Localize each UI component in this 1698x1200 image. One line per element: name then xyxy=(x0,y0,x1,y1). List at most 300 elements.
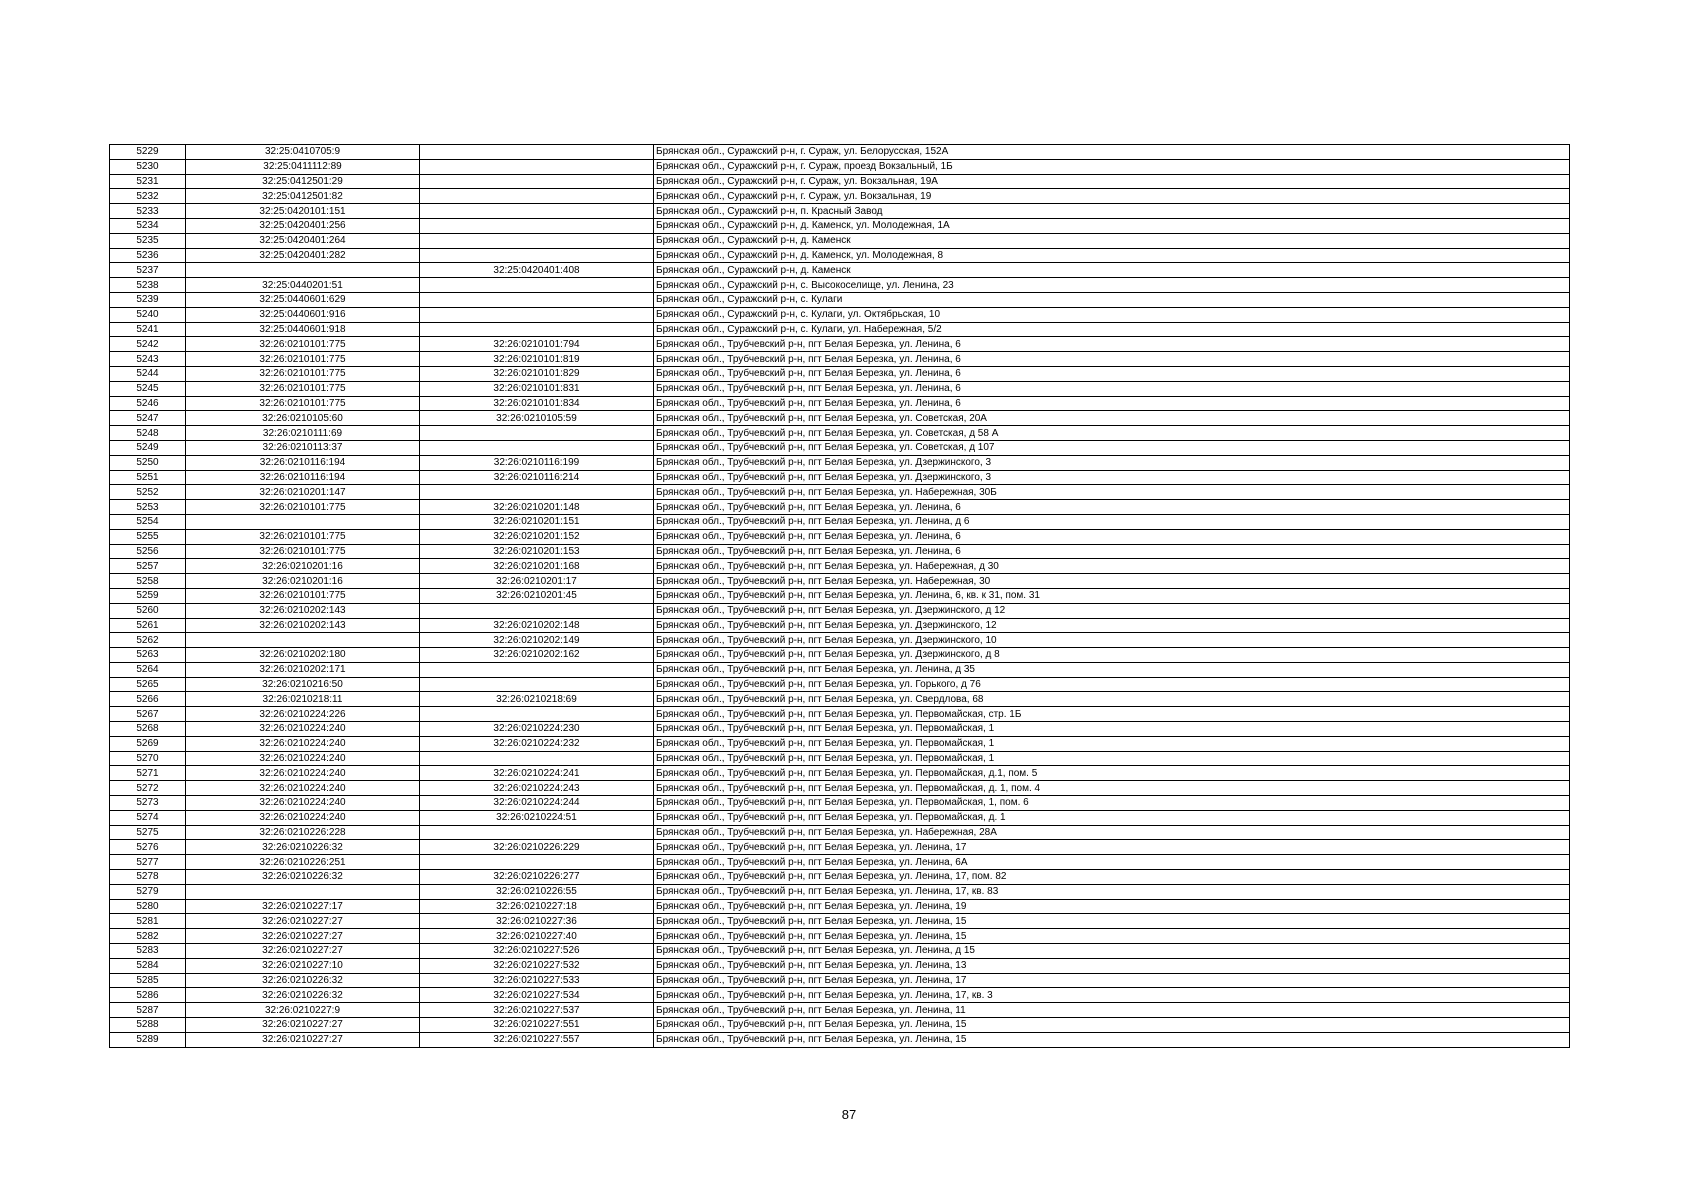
table-row xyxy=(110,677,1570,692)
object-number-cell xyxy=(420,677,654,692)
address-cell: Брянская обл., Трубчевский р-н, пгт Белая Березка, ул. Свердлова, 68 xyxy=(654,692,1570,707)
cadastral-number-cell: 32:26:0210201:147 xyxy=(186,485,420,500)
address-cell: Брянская обл., Трубчевский р-н, пгт Белая Березка, ул. Ленина, 6 xyxy=(654,381,1570,396)
cadastral-number-cell: 32:26:0210224:240 xyxy=(186,796,420,811)
object-number-cell: 32:26:0210227:557 xyxy=(420,1032,654,1047)
row-number-cell: 5262 xyxy=(110,633,186,648)
address-cell: Брянская обл., Трубчевский р-н, пгт Белая Березка, ул. Первомайская, 1 xyxy=(654,736,1570,751)
row-number-cell: 5264 xyxy=(110,662,186,677)
table-row xyxy=(110,796,1570,811)
cadastral-number-cell: 32:26:0210224:240 xyxy=(186,781,420,796)
object-number-cell: 32:26:0210201:45 xyxy=(420,588,654,603)
object-number-cell xyxy=(420,174,654,189)
object-number-cell xyxy=(420,440,654,455)
table-row xyxy=(110,958,1570,973)
row-number-cell: 5266 xyxy=(110,692,186,707)
row-number-cell: 5279 xyxy=(110,884,186,899)
row-number-cell: 5229 xyxy=(110,145,186,160)
address-cell: Брянская обл., Трубчевский р-н, пгт Белая Березка, ул. Первомайская, д.1, пом. 5 xyxy=(654,766,1570,781)
table-row xyxy=(110,1003,1570,1018)
table-row xyxy=(110,588,1570,603)
row-number-cell: 5282 xyxy=(110,929,186,944)
table-row xyxy=(110,204,1570,219)
table-row xyxy=(110,722,1570,737)
object-number-cell: 32:26:0210201:153 xyxy=(420,544,654,559)
row-number-cell: 5272 xyxy=(110,781,186,796)
object-number-cell: 32:26:0210224:230 xyxy=(420,722,654,737)
row-number-cell: 5232 xyxy=(110,189,186,204)
object-number-cell xyxy=(420,145,654,160)
table-row xyxy=(110,973,1570,988)
address-cell: Брянская обл., Трубчевский р-н, пгт Белая Березка, ул. Дзержинского, 10 xyxy=(654,633,1570,648)
object-number-cell: 32:26:0210227:533 xyxy=(420,973,654,988)
cadastral-number-cell: 32:25:0412501:29 xyxy=(186,174,420,189)
address-cell: Брянская обл., Трубчевский р-н, пгт Белая Березка, ул. Дзержинского, 3 xyxy=(654,455,1570,470)
object-number-cell xyxy=(420,426,654,441)
table-row xyxy=(110,914,1570,929)
table-row xyxy=(110,633,1570,648)
address-cell: Брянская обл., Трубчевский р-н, пгт Белая Березка, ул. Ленина, д 6 xyxy=(654,514,1570,529)
row-number-cell: 5238 xyxy=(110,278,186,293)
object-number-cell: 32:26:0210226:229 xyxy=(420,840,654,855)
table-row xyxy=(110,736,1570,751)
table-row xyxy=(110,662,1570,677)
table-row xyxy=(110,766,1570,781)
cadastral-number-cell: 32:26:0210111:69 xyxy=(186,426,420,441)
row-number-cell: 5271 xyxy=(110,766,186,781)
row-number-cell: 5270 xyxy=(110,751,186,766)
object-number-cell: 32:26:0210202:162 xyxy=(420,648,654,663)
row-number-cell: 5284 xyxy=(110,958,186,973)
cadastral-number-cell: 32:26:0210101:775 xyxy=(186,544,420,559)
object-number-cell: 32:26:0210116:214 xyxy=(420,470,654,485)
row-number-cell: 5231 xyxy=(110,174,186,189)
table-row xyxy=(110,1018,1570,1033)
table-row xyxy=(110,145,1570,160)
address-cell: Брянская обл., Суражский р-н, п. Красный Завод xyxy=(654,204,1570,219)
address-cell: Брянская обл., Трубчевский р-н, пгт Белая Березка, ул. Первомайская, 1, пом. 6 xyxy=(654,796,1570,811)
address-cell: Брянская обл., Трубчевский р-н, пгт Белая Березка, ул. Ленина, 17, кв. 83 xyxy=(654,884,1570,899)
address-cell: Брянская обл., Трубчевский р-н, пгт Белая Березка, ул. Ленина, 19 xyxy=(654,899,1570,914)
row-number-cell: 5253 xyxy=(110,500,186,515)
row-number-cell: 5281 xyxy=(110,914,186,929)
cadastral-number-cell: 32:26:0210101:775 xyxy=(186,337,420,352)
address-cell: Брянская обл., Трубчевский р-н, пгт Белая Березка, ул. Ленина, 6 xyxy=(654,529,1570,544)
table-row xyxy=(110,470,1570,485)
row-number-cell: 5286 xyxy=(110,988,186,1003)
address-cell: Брянская обл., Трубчевский р-н, пгт Белая Березка, ул. Первомайская, стр. 1Б xyxy=(654,707,1570,722)
object-number-cell: 32:26:0210227:532 xyxy=(420,958,654,973)
table-row xyxy=(110,218,1570,233)
cadastral-number-cell: 32:26:0210202:143 xyxy=(186,603,420,618)
object-number-cell: 32:26:0210227:40 xyxy=(420,929,654,944)
object-number-cell xyxy=(420,233,654,248)
table-row xyxy=(110,396,1570,411)
row-number-cell: 5280 xyxy=(110,899,186,914)
object-number-cell: 32:26:0210224:244 xyxy=(420,796,654,811)
address-cell: Брянская обл., Трубчевский р-н, пгт Белая Березка, ул. Ленина, 6 xyxy=(654,544,1570,559)
object-number-cell xyxy=(420,307,654,322)
cadastral-number-cell: 32:26:0210101:775 xyxy=(186,500,420,515)
object-number-cell: 32:26:0210227:526 xyxy=(420,944,654,959)
address-cell: Брянская обл., Суражский р-н, д. Каменск, ул. Молодежная, 8 xyxy=(654,248,1570,263)
table-row xyxy=(110,174,1570,189)
cadastral-number-cell: 32:26:0210227:27 xyxy=(186,914,420,929)
object-number-cell xyxy=(420,218,654,233)
cadastral-number-cell: 32:26:0210224:226 xyxy=(186,707,420,722)
object-number-cell: 32:26:0210227:18 xyxy=(420,899,654,914)
table-row xyxy=(110,870,1570,885)
table-row xyxy=(110,263,1570,278)
cadastral-number-cell: 32:25:0420401:264 xyxy=(186,233,420,248)
cadastral-number-cell xyxy=(186,514,420,529)
object-number-cell: 32:26:0210101:829 xyxy=(420,366,654,381)
address-cell: Брянская обл., Трубчевский р-н, пгт Белая Березка, ул. Набережная, д 30 xyxy=(654,559,1570,574)
object-number-cell: 32:26:0210202:148 xyxy=(420,618,654,633)
object-number-cell: 32:26:0210227:537 xyxy=(420,1003,654,1018)
row-number-cell: 5261 xyxy=(110,618,186,633)
cadastral-number-cell: 32:25:0411112:89 xyxy=(186,159,420,174)
cadastral-number-cell: 32:26:0210226:32 xyxy=(186,870,420,885)
cadastral-number-cell: 32:25:0410705:9 xyxy=(186,145,420,160)
object-number-cell: 32:25:0420401:408 xyxy=(420,263,654,278)
table-row xyxy=(110,692,1570,707)
table-row xyxy=(110,988,1570,1003)
row-number-cell: 5289 xyxy=(110,1032,186,1047)
object-number-cell: 32:26:0210201:152 xyxy=(420,529,654,544)
row-number-cell: 5240 xyxy=(110,307,186,322)
row-number-cell: 5241 xyxy=(110,322,186,337)
table-row xyxy=(110,500,1570,515)
address-cell: Брянская обл., Трубчевский р-н, пгт Белая Березка, ул. Первомайская, 1 xyxy=(654,751,1570,766)
cadastral-number-cell: 32:25:0440601:918 xyxy=(186,322,420,337)
cadastral-number-cell: 32:26:0210201:16 xyxy=(186,574,420,589)
address-cell: Брянская обл., Суражский р-н, с. Кулаги, ул. Набережная, 5/2 xyxy=(654,322,1570,337)
row-number-cell: 5254 xyxy=(110,514,186,529)
row-number-cell: 5243 xyxy=(110,352,186,367)
cadastral-number-cell: 32:25:0420101:151 xyxy=(186,204,420,219)
table-row xyxy=(110,278,1570,293)
table-row xyxy=(110,855,1570,870)
cadastral-number-cell: 32:26:0210101:775 xyxy=(186,588,420,603)
cadastral-number-cell: 32:25:0440601:629 xyxy=(186,292,420,307)
table-row xyxy=(110,248,1570,263)
row-number-cell: 5248 xyxy=(110,426,186,441)
row-number-cell: 5252 xyxy=(110,485,186,500)
row-number-cell: 5234 xyxy=(110,218,186,233)
object-number-cell: 32:26:0210201:148 xyxy=(420,500,654,515)
cadastral-table xyxy=(109,144,1570,1048)
table-row xyxy=(110,648,1570,663)
object-number-cell: 32:26:0210101:831 xyxy=(420,381,654,396)
row-number-cell: 5245 xyxy=(110,381,186,396)
row-number-cell: 5265 xyxy=(110,677,186,692)
row-number-cell: 5269 xyxy=(110,736,186,751)
table-row xyxy=(110,574,1570,589)
row-number-cell: 5267 xyxy=(110,707,186,722)
object-number-cell xyxy=(420,189,654,204)
address-cell: Брянская обл., Трубчевский р-н, пгт Белая Березка, ул. Ленина, 13 xyxy=(654,958,1570,973)
cadastral-number-cell: 32:25:0420401:256 xyxy=(186,218,420,233)
object-number-cell: 32:26:0210227:36 xyxy=(420,914,654,929)
cadastral-number-cell: 32:26:0210202:180 xyxy=(186,648,420,663)
cadastral-number-cell: 32:26:0210116:194 xyxy=(186,455,420,470)
object-number-cell: 32:26:0210101:794 xyxy=(420,337,654,352)
cadastral-number-cell: 32:26:0210113:37 xyxy=(186,440,420,455)
cadastral-number-cell: 32:26:0210101:775 xyxy=(186,381,420,396)
cadastral-number-cell: 32:26:0210116:194 xyxy=(186,470,420,485)
row-number-cell: 5259 xyxy=(110,588,186,603)
address-cell: Брянская обл., Трубчевский р-н, пгт Белая Березка, ул. Ленина, д 15 xyxy=(654,944,1570,959)
address-cell: Брянская обл., Трубчевский р-н, пгт Белая Березка, ул. Первомайская, д. 1, пом. 4 xyxy=(654,781,1570,796)
row-number-cell: 5246 xyxy=(110,396,186,411)
object-number-cell xyxy=(420,751,654,766)
cadastral-number-cell: 32:26:0210224:240 xyxy=(186,810,420,825)
object-number-cell xyxy=(420,292,654,307)
table-row xyxy=(110,233,1570,248)
row-number-cell: 5263 xyxy=(110,648,186,663)
object-number-cell xyxy=(420,278,654,293)
address-cell: Брянская обл., Трубчевский р-н, пгт Белая Березка, ул. Первомайская, д. 1 xyxy=(654,810,1570,825)
object-number-cell: 32:26:0210227:551 xyxy=(420,1018,654,1033)
object-number-cell xyxy=(420,603,654,618)
address-cell: Брянская обл., Трубчевский р-н, пгт Белая Березка, ул. Ленина, 6 xyxy=(654,366,1570,381)
address-cell: Брянская обл., Трубчевский р-н, пгт Белая Березка, ул. Ленина, 17, пом. 82 xyxy=(654,870,1570,885)
address-cell: Брянская обл., Трубчевский р-н, пгт Белая Березка, ул. Ленина, 6А xyxy=(654,855,1570,870)
cadastral-number-cell: 32:26:0210226:32 xyxy=(186,988,420,1003)
cadastral-number-cell: 32:26:0210224:240 xyxy=(186,766,420,781)
address-cell: Брянская обл., Трубчевский р-н, пгт Белая Березка, ул. Ленина, 15 xyxy=(654,1032,1570,1047)
address-cell: Брянская обл., Суражский р-н, с. Высокоселище, ул. Ленина, 23 xyxy=(654,278,1570,293)
address-cell: Брянская обл., Трубчевский р-н, пгт Белая Березка, ул. Советская, д 58 А xyxy=(654,426,1570,441)
table-row xyxy=(110,899,1570,914)
table-row xyxy=(110,618,1570,633)
table-row xyxy=(110,751,1570,766)
table-row xyxy=(110,426,1570,441)
cadastral-number-cell: 32:26:0210226:251 xyxy=(186,855,420,870)
address-cell: Брянская обл., Суражский р-н, г. Сураж, проезд Вокзальный, 1Б xyxy=(654,159,1570,174)
row-number-cell: 5250 xyxy=(110,455,186,470)
address-cell: Брянская обл., Трубчевский р-н, пгт Белая Березка, ул. Ленина, 6 xyxy=(654,337,1570,352)
object-number-cell: 32:26:0210101:819 xyxy=(420,352,654,367)
cadastral-number-cell: 32:26:0210224:240 xyxy=(186,722,420,737)
row-number-cell: 5268 xyxy=(110,722,186,737)
address-cell: Брянская обл., Трубчевский р-н, пгт Белая Березка, ул. Ленина, д 35 xyxy=(654,662,1570,677)
object-number-cell: 32:26:0210105:59 xyxy=(420,411,654,426)
table-row xyxy=(110,929,1570,944)
cadastral-number-cell: 32:25:0420401:282 xyxy=(186,248,420,263)
table-body xyxy=(110,145,1570,1048)
address-cell: Брянская обл., Трубчевский р-н, пгт Белая Березка, ул. Набережная, 30Б xyxy=(654,485,1570,500)
cadastral-number-cell: 32:26:0210101:775 xyxy=(186,396,420,411)
table-row xyxy=(110,1032,1570,1047)
object-number-cell: 32:26:0210201:168 xyxy=(420,559,654,574)
row-number-cell: 5256 xyxy=(110,544,186,559)
row-number-cell: 5247 xyxy=(110,411,186,426)
table-row xyxy=(110,781,1570,796)
address-cell: Брянская обл., Трубчевский р-н, пгт Белая Березка, ул. Ленина, 6, кв. к 31, пом. 31 xyxy=(654,588,1570,603)
page-number: 87 xyxy=(841,1107,857,1122)
table-row xyxy=(110,603,1570,618)
object-number-cell xyxy=(420,662,654,677)
row-number-cell: 5251 xyxy=(110,470,186,485)
address-cell: Брянская обл., Трубчевский р-н, пгт Белая Березка, ул. Ленина, 15 xyxy=(654,929,1570,944)
table-row xyxy=(110,307,1570,322)
table-row xyxy=(110,366,1570,381)
row-number-cell: 5278 xyxy=(110,870,186,885)
object-number-cell: 32:26:0210101:834 xyxy=(420,396,654,411)
row-number-cell: 5239 xyxy=(110,292,186,307)
object-number-cell: 32:26:0210218:69 xyxy=(420,692,654,707)
address-cell: Брянская обл., Трубчевский р-н, пгт Белая Березка, ул. Дзержинского, д 12 xyxy=(654,603,1570,618)
table-row xyxy=(110,381,1570,396)
cadastral-number-cell: 32:26:0210224:240 xyxy=(186,736,420,751)
row-number-cell: 5273 xyxy=(110,796,186,811)
table-row xyxy=(110,159,1570,174)
address-cell: Брянская обл., Суражский р-н, г. Сураж, ул. Вокзальная, 19 xyxy=(654,189,1570,204)
object-number-cell xyxy=(420,322,654,337)
address-cell: Брянская обл., Суражский р-н, д. Каменск, ул. Молодежная, 1А xyxy=(654,218,1570,233)
address-cell: Брянская обл., Трубчевский р-н, пгт Белая Березка, ул. Ленина, 15 xyxy=(654,1018,1570,1033)
row-number-cell: 5257 xyxy=(110,559,186,574)
object-number-cell xyxy=(420,248,654,263)
cadastral-number-cell: 32:26:0210105:60 xyxy=(186,411,420,426)
address-cell: Брянская обл., Трубчевский р-н, пгт Белая Березка, ул. Набережная, 28А xyxy=(654,825,1570,840)
address-cell: Брянская обл., Трубчевский р-н, пгт Белая Березка, ул. Ленина, 6 xyxy=(654,500,1570,515)
table-row xyxy=(110,944,1570,959)
address-cell: Брянская обл., Трубчевский р-н, пгт Белая Березка, ул. Ленина, 17, кв. 3 xyxy=(654,988,1570,1003)
cadastral-number-cell xyxy=(186,633,420,648)
cadastral-number-cell: 32:26:0210202:171 xyxy=(186,662,420,677)
cadastral-number-cell xyxy=(186,884,420,899)
object-number-cell: 32:26:0210224:232 xyxy=(420,736,654,751)
address-cell: Брянская обл., Трубчевский р-н, пгт Белая Березка, ул. Ленина, 11 xyxy=(654,1003,1570,1018)
table-row xyxy=(110,707,1570,722)
cadastral-number-cell: 32:26:0210101:775 xyxy=(186,366,420,381)
row-number-cell: 5255 xyxy=(110,529,186,544)
cadastral-number-cell: 32:26:0210216:50 xyxy=(186,677,420,692)
object-number-cell: 32:26:0210202:149 xyxy=(420,633,654,648)
table-row xyxy=(110,189,1570,204)
object-number-cell: 32:26:0210227:534 xyxy=(420,988,654,1003)
object-number-cell: 32:26:0210201:151 xyxy=(420,514,654,529)
cadastral-number-cell: 32:26:0210227:17 xyxy=(186,899,420,914)
row-number-cell: 5277 xyxy=(110,855,186,870)
row-number-cell: 5274 xyxy=(110,810,186,825)
cadastral-number-cell: 32:26:0210227:27 xyxy=(186,944,420,959)
row-number-cell: 5287 xyxy=(110,1003,186,1018)
address-cell: Брянская обл., Трубчевский р-н, пгт Белая Березка, ул. Ленина, 15 xyxy=(654,914,1570,929)
table-row xyxy=(110,292,1570,307)
address-cell: Брянская обл., Трубчевский р-н, пгт Белая Березка, ул. Советская, д 107 xyxy=(654,440,1570,455)
address-cell: Брянская обл., Трубчевский р-н, пгт Белая Березка, ул. Ленина, 17 xyxy=(654,840,1570,855)
cadastral-number-cell: 32:26:0210226:228 xyxy=(186,825,420,840)
row-number-cell: 5283 xyxy=(110,944,186,959)
row-number-cell: 5230 xyxy=(110,159,186,174)
object-number-cell: 32:26:0210226:277 xyxy=(420,870,654,885)
row-number-cell: 5242 xyxy=(110,337,186,352)
object-number-cell: 32:26:0210116:199 xyxy=(420,455,654,470)
row-number-cell: 5260 xyxy=(110,603,186,618)
cadastral-number-cell: 32:26:0210227:27 xyxy=(186,1032,420,1047)
table-row xyxy=(110,352,1570,367)
object-number-cell: 32:26:0210201:17 xyxy=(420,574,654,589)
table-row xyxy=(110,337,1570,352)
table-row xyxy=(110,529,1570,544)
table-row xyxy=(110,411,1570,426)
object-number-cell: 32:26:0210224:51 xyxy=(420,810,654,825)
cadastral-number-cell: 32:26:0210227:9 xyxy=(186,1003,420,1018)
object-number-cell xyxy=(420,485,654,500)
object-number-cell xyxy=(420,159,654,174)
cadastral-number-cell: 32:26:0210226:32 xyxy=(186,840,420,855)
table-row xyxy=(110,884,1570,899)
cadastral-number-cell: 32:26:0210227:27 xyxy=(186,1018,420,1033)
row-number-cell: 5244 xyxy=(110,366,186,381)
cadastral-number-cell: 32:26:0210101:775 xyxy=(186,352,420,367)
table-row xyxy=(110,322,1570,337)
address-cell: Брянская обл., Трубчевский р-н, пгт Белая Березка, ул. Ленина, 6 xyxy=(654,396,1570,411)
address-cell: Брянская обл., Трубчевский р-н, пгт Белая Березка, ул. Горького, д 76 xyxy=(654,677,1570,692)
table-row xyxy=(110,455,1570,470)
table-row xyxy=(110,559,1570,574)
table-row xyxy=(110,544,1570,559)
cadastral-number-cell: 32:26:0210101:775 xyxy=(186,529,420,544)
cadastral-number-cell xyxy=(186,263,420,278)
row-number-cell: 5276 xyxy=(110,840,186,855)
row-number-cell: 5235 xyxy=(110,233,186,248)
object-number-cell xyxy=(420,825,654,840)
cadastral-number-cell: 32:26:0210218:11 xyxy=(186,692,420,707)
cadastral-number-cell: 32:26:0210227:10 xyxy=(186,958,420,973)
table-row xyxy=(110,485,1570,500)
cadastral-number-cell: 32:26:0210226:32 xyxy=(186,973,420,988)
cadastral-number-cell: 32:26:0210227:27 xyxy=(186,929,420,944)
row-number-cell: 5249 xyxy=(110,440,186,455)
row-number-cell: 5275 xyxy=(110,825,186,840)
object-number-cell xyxy=(420,204,654,219)
table-row xyxy=(110,440,1570,455)
row-number-cell: 5288 xyxy=(110,1018,186,1033)
object-number-cell: 32:26:0210226:55 xyxy=(420,884,654,899)
address-cell: Брянская обл., Трубчевский р-н, пгт Белая Березка, ул. Набережная, 30 xyxy=(654,574,1570,589)
address-cell: Брянская обл., Суражский р-н, г. Сураж, ул. Белорусская, 152А xyxy=(654,145,1570,160)
address-cell: Брянская обл., Трубчевский р-н, пгт Белая Березка, ул. Советская, 20А xyxy=(654,411,1570,426)
address-cell: Брянская обл., Суражский р-н, с. Кулаги xyxy=(654,292,1570,307)
table-row xyxy=(110,825,1570,840)
table-row xyxy=(110,514,1570,529)
row-number-cell: 5233 xyxy=(110,204,186,219)
object-number-cell xyxy=(420,855,654,870)
row-number-cell: 5236 xyxy=(110,248,186,263)
address-cell: Брянская обл., Трубчевский р-н, пгт Белая Березка, ул. Первомайская, 1 xyxy=(654,722,1570,737)
address-cell: Брянская обл., Трубчевский р-н, пгт Белая Березка, ул. Ленина, 6 xyxy=(654,352,1570,367)
table-row xyxy=(110,840,1570,855)
cadastral-number-cell: 32:25:0440201:51 xyxy=(186,278,420,293)
address-cell: Брянская обл., Суражский р-н, д. Каменск xyxy=(654,233,1570,248)
address-cell: Брянская обл., Суражский р-н, д. Каменск xyxy=(654,263,1570,278)
address-cell: Брянская обл., Трубчевский р-н, пгт Белая Березка, ул. Ленина, 17 xyxy=(654,973,1570,988)
cadastral-number-cell: 32:26:0210201:16 xyxy=(186,559,420,574)
address-cell: Брянская обл., Трубчевский р-н, пгт Белая Березка, ул. Дзержинского, 12 xyxy=(654,618,1570,633)
address-cell: Брянская обл., Трубчевский р-н, пгт Белая Березка, ул. Дзержинского, 3 xyxy=(654,470,1570,485)
row-number-cell: 5237 xyxy=(110,263,186,278)
row-number-cell: 5258 xyxy=(110,574,186,589)
object-number-cell: 32:26:0210224:241 xyxy=(420,766,654,781)
cadastral-number-cell: 32:26:0210202:143 xyxy=(186,618,420,633)
object-number-cell: 32:26:0210224:243 xyxy=(420,781,654,796)
table-row xyxy=(110,810,1570,825)
